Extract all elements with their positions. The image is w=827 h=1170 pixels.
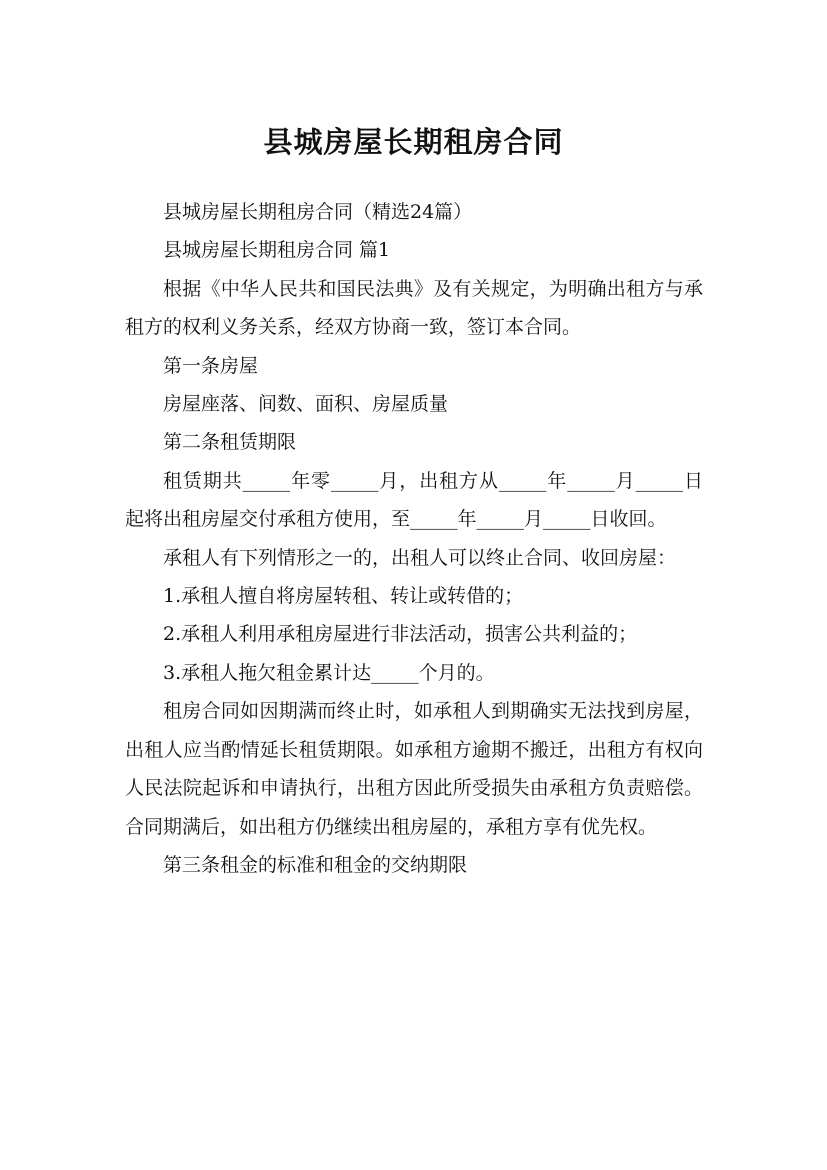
- subtitle-paragraph: 县城房屋长期租房合同（精选24篇）: [163, 201, 473, 223]
- termination-item-2: 2.承租人利用承租房屋进行非法活动，损害公共利益的；: [163, 623, 638, 646]
- article-3-heading: 第三条租金的标准和租金的交纳期限: [163, 853, 468, 876]
- preamble-paragraph: 根据《中华人民共和国民法典》及有关规定，为明确出租方与承租方的权利义务关系，经双方协商一致，签订本合同。: [125, 277, 703, 339]
- termination-item-3: 3.承租人拖欠租金累计达_____个月的。: [163, 661, 495, 684]
- termination-conditions-paragraph: 承租人有下列情形之一的，出租人可以终止合同、收回房屋：: [163, 546, 677, 569]
- expiration-paragraph: 租房合同如因期满而终止时，如承租人到期确实无法找到房屋，出租人应当酌情延长租赁期限。如承租方逾期不搬迁，出租方有权向人民法院起诉和申请执行，出租方因此所受损失由承租方负责赔偿。合同期满后，如出租方仍继续出租房屋的，承租方享有优先权。: [125, 700, 703, 838]
- section-heading-paragraph: 县城房屋长期租房合同 篇1: [163, 239, 391, 262]
- document-title: 县城房屋长期租房合同: [263, 125, 564, 160]
- termination-item-1: 1.承租人擅自将房屋转租、转让或转借的；: [163, 585, 524, 608]
- lease-term-paragraph: 租赁期共_____年零_____月，出租方从_____年_____月_____日起将出租房屋交付承租方使用，至_____年_____月_____日收回。: [125, 469, 703, 531]
- article-1-text: 房屋座落、间数、面积、房屋质量: [163, 393, 449, 416]
- article-1-heading: 第一条房屋: [163, 354, 259, 377]
- document-body: [125, 193, 703, 884]
- article-2-heading: 第二条租赁期限: [163, 431, 297, 454]
